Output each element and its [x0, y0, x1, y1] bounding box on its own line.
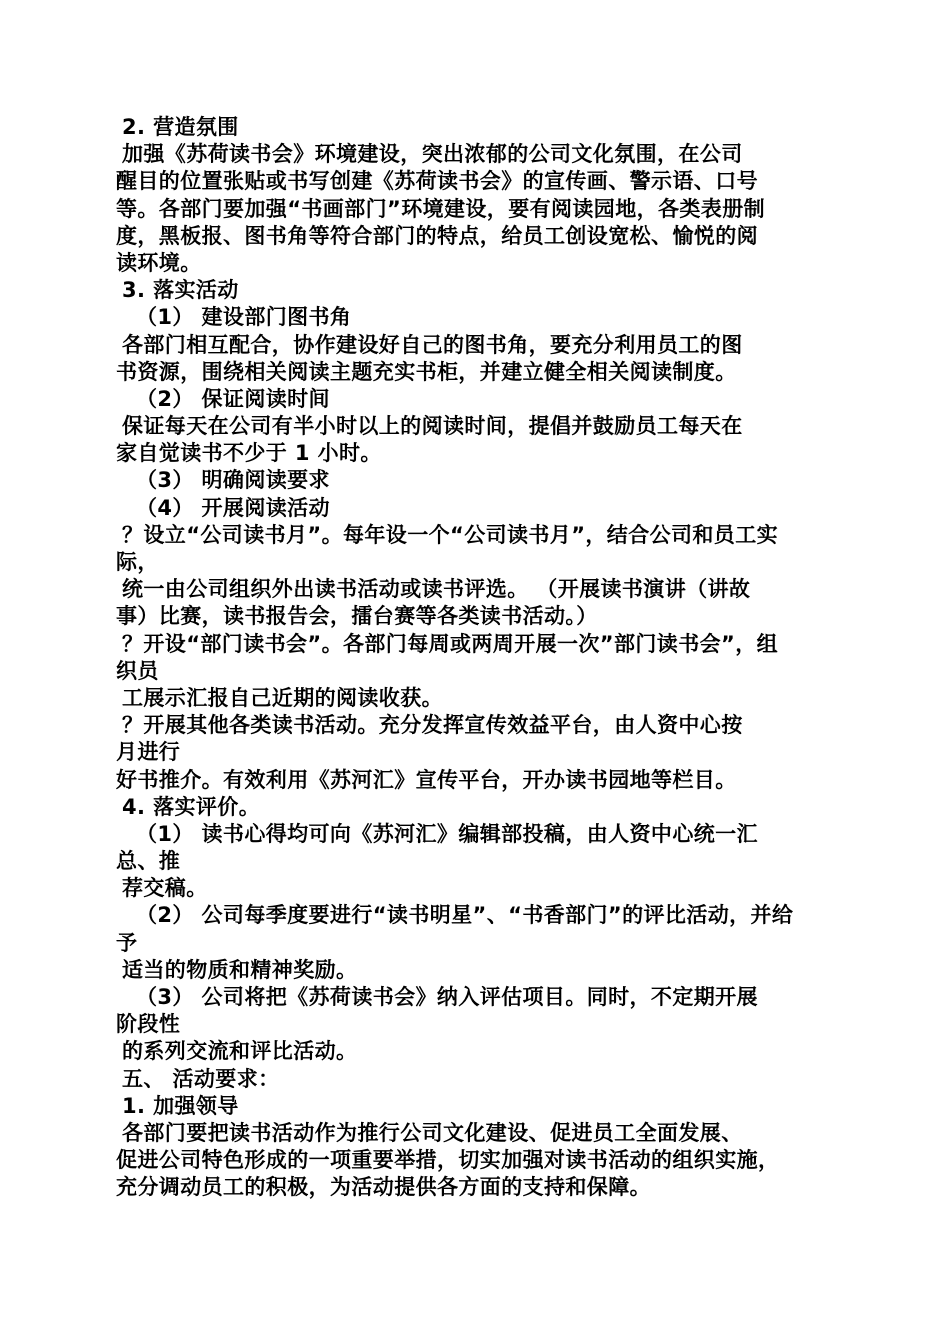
subsection-heading: （3） 明确阅读要求	[136, 468, 330, 493]
subsection-line: （1） 读书心得均可向《苏河汇》编辑部投稿，由人资中心统一汇	[136, 821, 758, 846]
paragraph-line: 充分调动员工的积极，为活动提供各方面的支持和保障。	[116, 1175, 651, 1200]
list-item-line: 织员	[116, 658, 159, 683]
paragraph-line: 各部门要把读书活动作为推行公司文化建设、促进员工全面发展、	[122, 1120, 743, 1145]
list-item-line: ？设立“公司读书月”。每年设一个“公司读书月”，结合公司和员工实	[122, 522, 779, 547]
list-item-line: ？开设“部门读书会”。各部门每周或两周开展一次”部门读书会”，组	[122, 631, 779, 656]
paragraph-line: 读环境。	[116, 250, 202, 275]
subsection-heading: （1） 建设部门图书角	[136, 305, 352, 330]
paragraph-line: 度，黑板报、图书角等符合部门的特点，给员工创设宽松、愉悦的阅	[116, 223, 758, 248]
paragraph-line: 等。各部门要加强“书画部门”环境建设，要有阅读园地，各类表册制	[116, 196, 766, 221]
paragraph-line: 家自觉读书不少于 1 小时。	[116, 441, 382, 466]
paragraph-line: 促进公司特色形成的一项重要举措，切实加强对读书活动的组织实施，	[116, 1148, 780, 1173]
subsection-heading: （4） 开展阅读活动	[136, 495, 330, 520]
section-heading: 2. 营造氛围	[122, 115, 239, 139]
section-heading: 1. 加强领导	[122, 1093, 239, 1118]
paragraph-line: 各部门相互配合，协作建设好自己的图书角，要充分利用员工的图	[122, 332, 743, 357]
section-heading: 五、 活动要求：	[122, 1066, 280, 1091]
paragraph-line: 书资源，围绕相关阅读主题充实书柜，并建立健全相关阅读制度。	[116, 359, 737, 384]
paragraph-line: 统一由公司组织外出读书活动或读书评选。 （开展读书演讲（讲故	[122, 577, 751, 602]
paragraph-line: 阶段性	[116, 1012, 181, 1037]
paragraph-line: 好书推介。有效利用《苏河汇》宣传平台，开办读书园地等栏目。	[116, 767, 737, 792]
subsection-line: （3） 公司将把《苏荷读书会》纳入评估项目。同时，不定期开展	[136, 985, 758, 1009]
paragraph-line: 予	[116, 930, 138, 955]
paragraph-line: 事）比赛，读书报告会，擂台赛等各类读书活动。）	[116, 604, 598, 629]
paragraph-line: 荐交稿。	[122, 876, 208, 901]
section-heading: 3. 落实活动	[122, 278, 239, 303]
paragraph-line: 总、推	[116, 849, 181, 874]
list-item-line: ？开展其他各类读书活动。充分发挥宣传效益平台，由人资中心按	[122, 713, 743, 738]
paragraph-line: 的系列交流和评比活动。	[122, 1039, 358, 1064]
section-heading: 4. 落实评价。	[122, 794, 261, 819]
subsection-line: （2） 公司每季度要进行“读书明星”、“书香部门”的评比活动，并给	[136, 903, 794, 928]
list-item-line: 际，	[116, 550, 159, 574]
document-body	[116, 114, 856, 1202]
paragraph-line: 加强《苏荷读书会》环境建设，突出浓郁的公司文化氛围，在公司	[122, 142, 743, 167]
paragraph-line: 保证每天在公司有半小时以上的阅读时间，提倡并鼓励员工每天在	[122, 414, 743, 439]
paragraph-line: 醒目的位置张贴或书写创建《苏荷读书会》的宣传画、警示语、口号	[116, 169, 758, 194]
paragraph-line: 工展示汇报自己近期的阅读收获。	[122, 685, 443, 710]
paragraph-line: 适当的物质和精神奖励。	[122, 957, 358, 982]
list-item-line: 月进行	[116, 740, 181, 765]
subsection-heading: （2） 保证阅读时间	[136, 386, 330, 411]
